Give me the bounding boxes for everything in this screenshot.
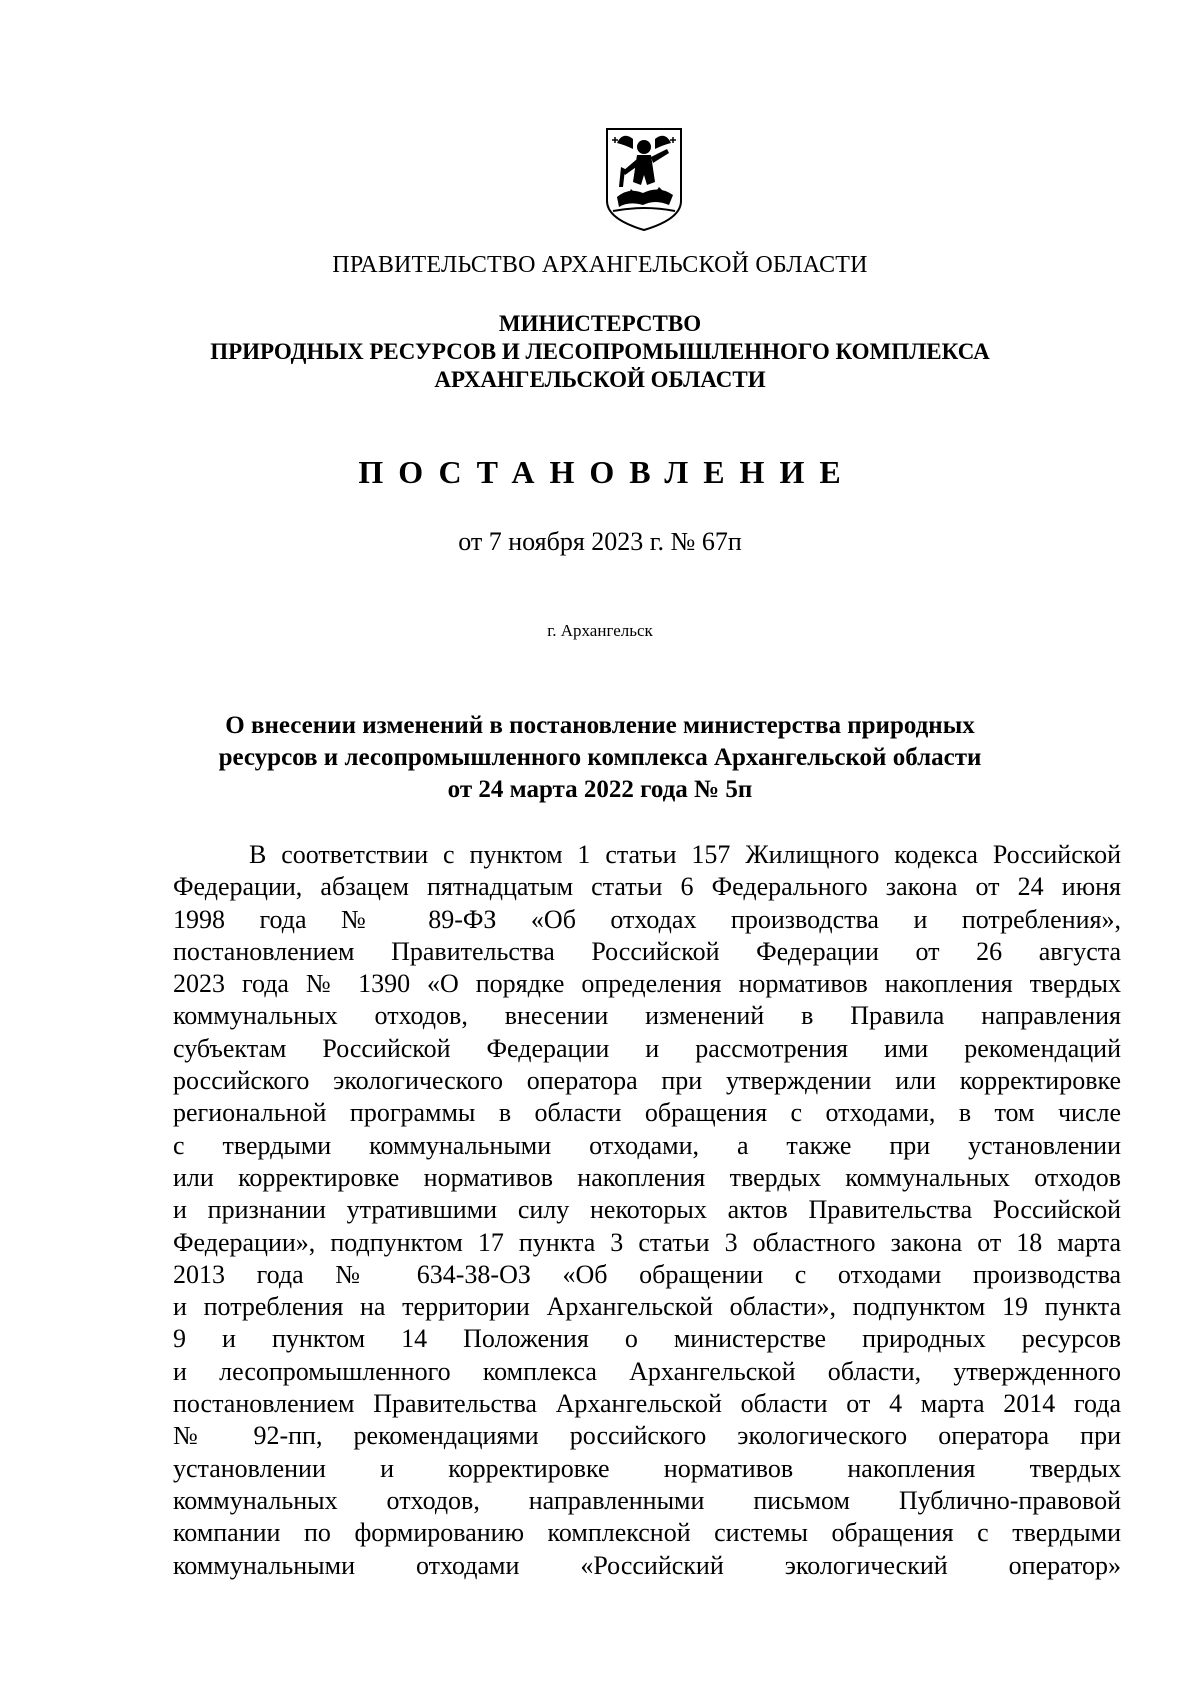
body-line: 9 и пунктом 14 Положения о министерстве природных ресурсов: [173, 1324, 1121, 1354]
body-line: постановлением Правительства Российской Федерации от 26 августа: [173, 936, 1121, 966]
document-body: [173, 839, 1121, 1582]
ministry-line: МИНИСТЕРСТВО: [498, 311, 702, 336]
body-line: с твердыми коммунальными отходами, а также при установлении: [173, 1130, 1121, 1160]
body-line: и признании утратившими силу некоторых актов Правительства Российской: [173, 1195, 1121, 1225]
body-line: постановлением Правительства Архангельской области от 4 марта 2014 года: [173, 1389, 1121, 1419]
body-line: региональной программы в области обращения с отходами, в том числе: [173, 1098, 1121, 1128]
body-line: 1998 года № 89-ФЗ «Об отходах производства и потребления»,: [173, 904, 1121, 934]
ministry-line: ПРИРОДНЫХ РЕСУРСОВ И ЛЕСОПРОМЫШЛЕННОГО КОМПЛЕКСА: [210, 339, 990, 364]
body-line: и лесопромышленного комплекса Архангельской области, утвержденного: [173, 1356, 1121, 1386]
coat-of-arms-emblem: [603, 127, 685, 232]
document-type-heading: ПОСТАНОВЛЕНИЕ: [358, 454, 856, 490]
government-name: ПРАВИТЕЛЬСТВО АРХАНГЕЛЬСКОЙ ОБЛАСТИ: [332, 252, 868, 278]
body-line: или корректировке нормативов накопления твердых коммунальных отходов: [173, 1162, 1121, 1192]
document-date-number: от 7 ноября 2023 г. № 67п: [458, 527, 742, 556]
body-line: № 92-пп, рекомендациями российского экологического оператора при: [173, 1421, 1121, 1451]
body-line: 2023 года № 1390 «О порядке определения нормативов накопления твердых: [173, 969, 1121, 999]
body-line: компании по формированию комплексной системы обращения с твердыми: [173, 1518, 1121, 1548]
title-line: ресурсов и лесопромышленного комплекса Архангельской области: [218, 744, 982, 771]
ministry-name: [0, 310, 1200, 394]
title-line: от 24 марта 2022 года № 5п: [447, 776, 753, 803]
document-title: [0, 710, 1200, 806]
body-line: установлении и корректировке нормативов накопления твердых: [173, 1453, 1121, 1483]
ministry-line: АРХАНГЕЛЬСКОЙ ОБЛАСТИ: [434, 367, 766, 392]
body-line: Федерации, абзацем пятнадцатым статьи 6 Федерального закона от 24 июня: [173, 872, 1121, 902]
body-line: коммунальными отходами «Российский экологический оператор»: [173, 1550, 1121, 1580]
body-line: Федерации», подпунктом 17 пункта 3 статьи 3 областного закона от 18 марта: [173, 1227, 1121, 1257]
body-line: и потребления на территории Архангельской области», подпунктом 19 пункта: [173, 1292, 1121, 1322]
body-line: субъектам Российской Федерации и рассмотрения ими рекомендаций: [173, 1033, 1121, 1063]
title-line: О внесении изменений в постановление министерства природных: [225, 712, 975, 739]
body-line: 2013 года № 634-38-ОЗ «Об обращении с отходами производства: [173, 1259, 1121, 1289]
body-line: В соответствии с пунктом 1 статьи 157 Жилищного кодекса Российской: [249, 840, 1121, 869]
body-line: российского экологического оператора при утверждении или корректировке: [173, 1066, 1121, 1096]
body-line: коммунальных отходов, направленными письмом Публично-правовой: [173, 1485, 1121, 1515]
document-city: г. Архангельск: [547, 621, 653, 640]
body-line: коммунальных отходов, внесении изменений в Правила направления: [173, 1001, 1121, 1031]
